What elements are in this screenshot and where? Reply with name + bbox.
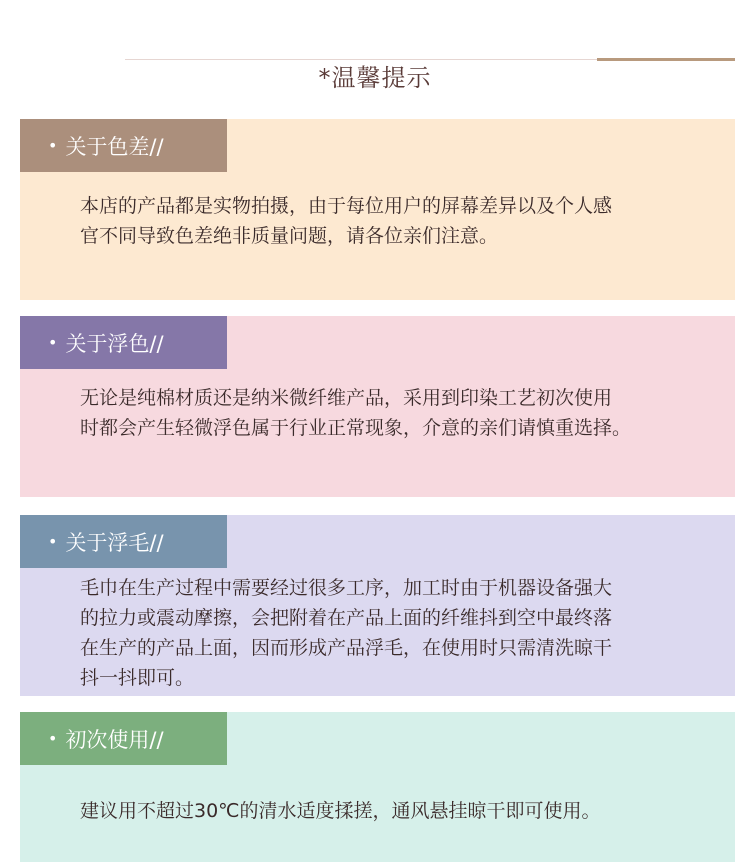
section-heading: 关于浮色//: [65, 331, 164, 356]
section-heading: 关于浮毛//: [65, 530, 164, 555]
section-text: 建议用不超过30℃的清水适度揉搓，通风悬挂晾干即可使用。: [80, 800, 601, 822]
page-title: *温馨提示: [318, 64, 432, 92]
section-color-bleeding: [20, 316, 735, 497]
section-first-use: [20, 712, 735, 862]
section-heading: 关于色差//: [65, 134, 164, 159]
section-lint: [20, 515, 735, 696]
section-color-difference: [20, 119, 735, 300]
section-text: 本店的产品都是实物拍摄，由于每位用户的屏幕差异以及个人感 官不同导致色差绝非质量问题，请各位亲们注意。: [80, 195, 613, 247]
section-text: 无论是纯棉材质还是纳米微纤维产品，采用到印染工艺初次使用 时都会产生轻微浮色属于行业正常现象，介意的亲们请慎重选择。: [80, 387, 632, 439]
section-tag: [20, 119, 227, 172]
section-text: 毛巾在生产过程中需要经过很多工序，加工时由于机器设备强大 的拉力或震动摩擦，会把附着在产品上面的纤维抖到空中最终落 在生产的产品上面，因而形成产品浮毛，在使用时只需清洗晾干 抖一抖即可。: [80, 577, 613, 689]
bullet-dot-icon: •: [48, 136, 58, 155]
section-tag: [20, 515, 227, 568]
section-heading: 初次使用//: [65, 727, 164, 752]
section-tag: [20, 712, 227, 765]
bullet-dot-icon: •: [48, 333, 58, 352]
section-tag: [20, 316, 227, 369]
bullet-dot-icon: •: [48, 532, 58, 551]
bullet-dot-icon: •: [48, 729, 58, 748]
